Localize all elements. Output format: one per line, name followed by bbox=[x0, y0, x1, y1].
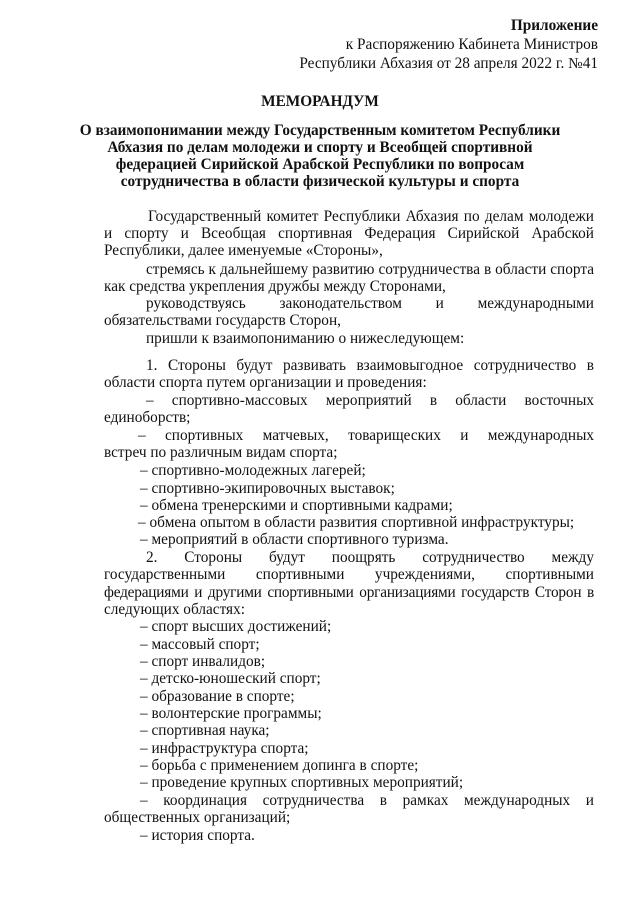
list-item: – обмена тренерскими и спортивными кадрами; bbox=[140, 497, 453, 514]
section-2-line: федерациями и другими спортивными организациями государств Сторон в bbox=[104, 584, 594, 601]
list-item: – спортивная наука; bbox=[140, 722, 270, 739]
paragraph-line: пришли к взаимопониманию о нижеследующем: bbox=[146, 330, 465, 347]
paragraph-line: и спорту и Всеобщая спортивная Федерация Сирийской Арабской bbox=[104, 225, 594, 242]
list-item: – проведение крупных спортивных мероприятий; bbox=[140, 774, 464, 791]
section-2-line: 2. Стороны будут поощрять сотрудничество между bbox=[146, 549, 594, 566]
paragraph-line: Республики, далее именуемые «Стороны», bbox=[104, 242, 383, 259]
list-item: – спорт высших достижений; bbox=[140, 618, 332, 635]
list-item: – массовый спорт; bbox=[140, 636, 260, 653]
list-item: – история спорта. bbox=[140, 827, 255, 844]
paragraph-line: Государственный комитет Республики Абхазия по делам молодежи bbox=[148, 208, 594, 225]
subtitle-line: Абхазия по делам молодежи и спорту и Всеобщей спортивной bbox=[107, 139, 533, 156]
subtitle-line: О взаимопонимании между Государственным комитетом Республики bbox=[79, 122, 561, 139]
list-item: – детско-юношеский спорт; bbox=[140, 670, 321, 687]
appendix-label: Приложение bbox=[510, 17, 598, 34]
paragraph-line: обязательствами государств Сторон, bbox=[104, 312, 341, 329]
section-1-line: 1. Стороны будут развивать взаимовыгодное сотрудничество в bbox=[146, 357, 594, 374]
subtitle-line: федерацией Сирийской Арабской Республики по вопросам bbox=[115, 156, 525, 173]
section-1-line: области спорта путем организации и проведения: bbox=[104, 374, 427, 391]
paragraph-line: стремясь к дальнейшему развитию сотрудничества в области спорта bbox=[146, 261, 594, 278]
list-item: – спорт инвалидов; bbox=[140, 653, 266, 670]
paragraph-line: руководствуясь законодательством и международными bbox=[146, 295, 594, 312]
list-item: – спортивно-молодежных лагерей; bbox=[140, 462, 366, 479]
list-item-continuation: встреч по различным видам спорта; bbox=[104, 444, 338, 461]
list-item: – координация сотрудничества в рамках международных и bbox=[140, 792, 594, 809]
paragraph-line: как средства укрепления дружбы между Сторонами, bbox=[104, 278, 446, 295]
order-reference: к Распоряжению Кабинета Министров bbox=[345, 36, 598, 53]
list-item: – спортивных матчевых, товарищеских и международных bbox=[138, 427, 594, 444]
section-2-line: следующих областях: bbox=[104, 601, 245, 618]
list-item: – волонтерские программы; bbox=[140, 705, 322, 722]
list-item: – спортивно-массовых мероприятий в области восточных bbox=[146, 392, 594, 409]
list-item: – инфраструктура спорта; bbox=[140, 740, 309, 757]
list-item: – борьба с применением допинга в спорте; bbox=[140, 757, 419, 774]
list-item-continuation: единоборств; bbox=[104, 409, 191, 426]
subtitle-line: сотрудничества в области физической культуры и спорта bbox=[120, 173, 520, 190]
order-date: Республики Абхазия от 28 апреля 2022 г. №41 bbox=[299, 55, 598, 72]
list-item-continuation: общественных организаций; bbox=[104, 809, 291, 826]
list-item: – мероприятий в области спортивного туризма. bbox=[140, 531, 449, 548]
list-item: – обмена опытом в области развития спортивной инфраструктуры; bbox=[138, 514, 575, 531]
document-title: МЕМОРАНДУМ bbox=[261, 93, 379, 110]
list-item: – спортивно-экипировочных выставок; bbox=[140, 480, 395, 497]
section-2-line: государственными спортивными учреждениями, спортивными bbox=[104, 566, 594, 583]
list-item: – образование в спорте; bbox=[140, 688, 295, 705]
